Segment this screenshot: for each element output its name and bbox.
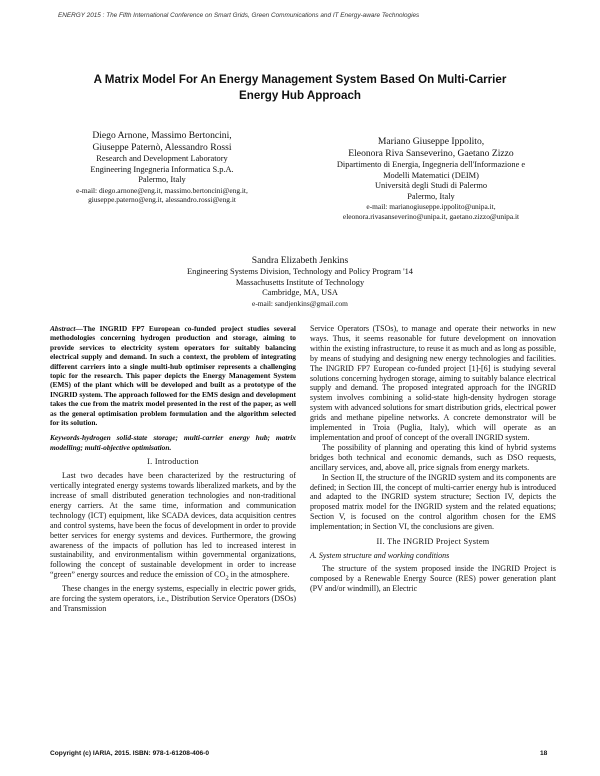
affiliation-line: Palermo, Italy <box>138 175 186 185</box>
keywords-text: hydrogen solid-state storage; multi-carrier energy hub; matrix modelling; multi-objective optimisation. <box>50 433 296 452</box>
subsection-heading: A. System structure and working conditions <box>310 550 450 560</box>
paragraph-text: Last two decades have been characterized by the restructuring of vertically integrated energy systems towards liberalized markets, and by the increase of small distributed generation technologies and non-traditional energy carriers. At the same time, information and communication technology (ICT) equipment, like SCADA devices, data acquisition centres and control systems, have been the focus of development in order to provide better services for energy systems and devices. Furthermore, the growing awareness of the impacts of pollution has led to increased interest in sustainability, and environmentalism within governmental organizations, following the concept of sustainable development in order to increase “green” energy sources and reduce the emission of CO <box>50 471 296 580</box>
paper-title <box>40 72 560 104</box>
affiliation-line: Dipartimento di Energia, Ingegneria dell'Informazione e <box>336 160 526 169</box>
author-names: Mariano Giuseppe Ippolito, <box>377 136 485 147</box>
author-names: Diego Arnone, Massimo Bertoncini, <box>92 130 232 141</box>
paragraph: The structure of the system proposed inside the INGRID Project is composed by a Renewable Energy Source (RES) power generation plant (PV and/or windmill), an Electric <box>310 563 556 593</box>
section-heading: I. Introduction <box>147 457 199 467</box>
paragraph: Service Operators (TSOs), to manage and operate their networks in new ways. Thus, it seems reasonable for future development on innovation within the existing infrastructure, to reuse it as much and as long as possible, by means of studying and designing new energy technologies and facilities. The INGRID FP7 European co-funded project [1]-[6] is studying several solutions concerning hydrogen storage, aiming to suitably balance electrical supply and demand. The proposed integrated approach for the INGRID system involves combining a solid-state high-density hydrogen storage system with advanced solutions for smart distribution grids, electrical power grids and methane pipeline networks. A concrete demonstrator will be implemented in Troia (Puglia, Italy), which will operate as an implementation and proof of concept of the overall INGRID system. <box>310 324 556 442</box>
subscript: 2 <box>225 574 229 582</box>
abstract-label: Abstract— <box>50 324 83 333</box>
copyright-footer: Copyright (c) IARIA, 2015. ISBN: 978-1-61208-406-0 <box>50 750 210 757</box>
author-email: e-mail: sandjenkins@gmail.com <box>252 298 348 308</box>
author-email: eleonora.rivasanseverino@unipa.it, gaetano.zizzo@unipa.it <box>342 211 520 221</box>
author-names: Sandra Elizabeth Jenkins <box>251 255 349 266</box>
affiliation-line: Cambridge, MA, USA <box>262 288 338 298</box>
author-email: e-mail: marianogiuseppe.ippolito@unipa.it, <box>366 202 496 212</box>
author-block-3 <box>150 255 450 308</box>
title-line: A Matrix Model For An Energy Management System Based On Multi-Carrier <box>93 73 507 86</box>
abstract-text: The INGRID FP7 European co-funded project studies several methodologies concerning hydrogen production and storage, aiming to provide services to electricity system operators for suitably balancing electrical supply and demand. In such a context, the problem of integrating different carriers into a single multi-hub optimiser represents a challenging topic for the research. This paper depicts the Energy Management System (EMS) of the plant which will be developed and built as a prototype of the INGRID system. The approach followed for the EMS design and development takes the cue from the matrix model presented in the rest of the paper, as well as the general optimisation problem formulation and the algorithm selected for its solution. <box>50 324 296 428</box>
affiliation-line: Engineering Ingegneria Informatica S.p.A. <box>90 164 234 174</box>
affiliation-line: Research and Development Laboratory <box>96 154 228 163</box>
title-line: Energy Hub Approach <box>239 89 361 102</box>
paragraph: These changes in the energy systems, especially in electric power grids, are forcing the system operators, i.e., Distribution Service Operators (DSOs) and Transmission <box>50 583 296 613</box>
affiliation-line: Modelli Matematici (DEIM) <box>383 170 479 180</box>
left-column <box>50 324 296 613</box>
paragraph-text: in the atmosphere. <box>228 570 290 580</box>
abstract <box>50 324 296 427</box>
right-column <box>310 324 556 594</box>
author-email: e-mail: diego.arnone@eng.it, massimo.bertoncini@eng.it, <box>76 185 248 195</box>
affiliation-line: Massachusetts Institute of Technology <box>235 277 365 287</box>
author-names: Giuseppe Paternò, Alessandro Rossi <box>92 142 232 153</box>
section-heading: II. The INGRID Project System <box>376 537 490 547</box>
conference-header: ENERGY 2015 : The Fifth International Conference on Smart Grids, Green Communications and IT Energy-aware Technologies <box>58 12 420 19</box>
page-number: 18 <box>540 750 548 757</box>
paragraph <box>50 471 296 584</box>
affiliation-line: Palermo, Italy <box>407 191 455 201</box>
keywords <box>50 433 296 452</box>
paragraph: In Section II, the structure of the INGRID system and its components are defined; in Section III, the concept of multi-carrier energy hub is introduced and adapted to the INGRID system structure; Section IV, depicts the proposed matrix model for the INGRID system and the related equations; Section V, is focused on the control algorithm chosen for the EMS implementation; in Section VI, the conclusions are given. <box>310 472 556 532</box>
author-names: Eleonora Riva Sanseverino, Gaetano Zizzo <box>348 148 514 159</box>
author-email: giuseppe.paterno@eng.it, alessandro.rossi@eng.it <box>88 195 236 205</box>
affiliation-line: Engineering Systems Division, Technology and Policy Program '14 <box>187 267 413 276</box>
affiliation-line: Università degli Studi di Palermo <box>374 181 488 191</box>
keywords-label: Keywords- <box>50 433 83 443</box>
author-block-2 <box>306 136 556 222</box>
paragraph: The possibility of planning and operating this kind of hybrid systems bridges both technical and economic demands, such as DSO requests, ancillary services, and, above all, price signals from energy markets. <box>310 442 556 472</box>
author-block-1 <box>42 130 282 205</box>
